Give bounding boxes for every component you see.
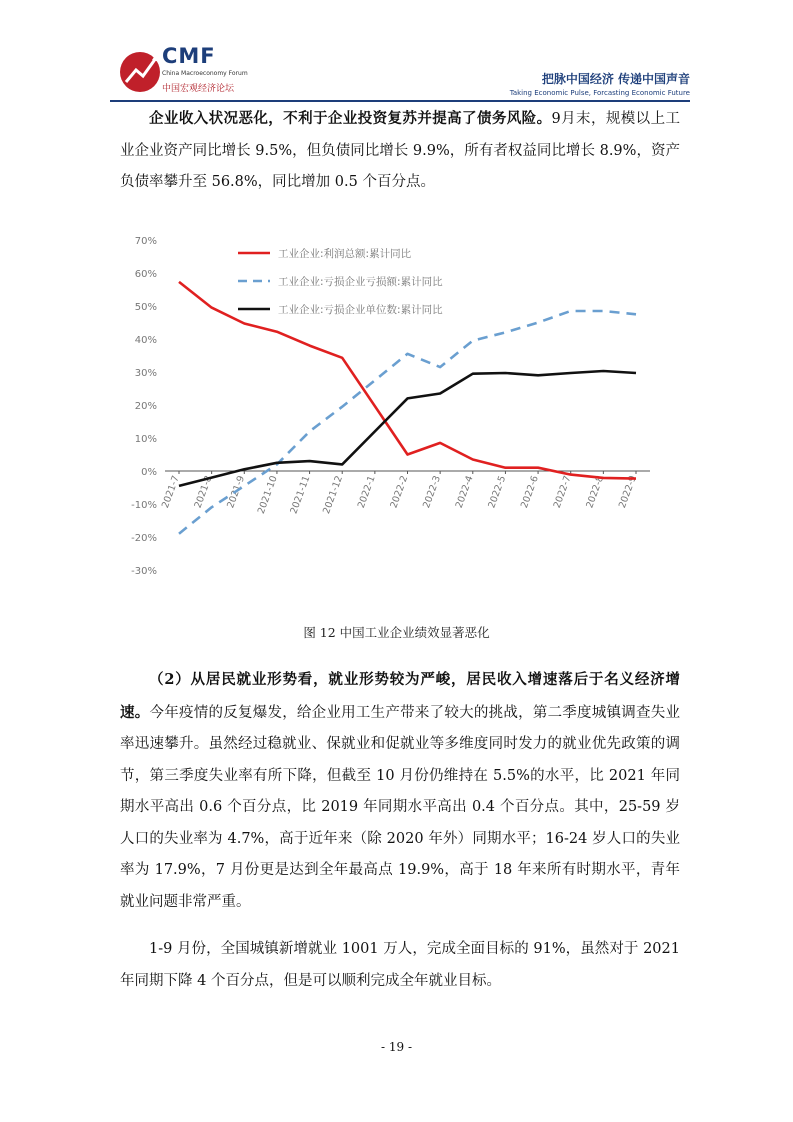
page-number: - 19 - [380, 1040, 412, 1054]
y-tick-label: -10% [131, 500, 157, 511]
logo-chinese: 中国宏观经济论坛 [162, 84, 235, 94]
series-line-2 [179, 311, 636, 534]
legend-label-3: 工业企业:亏损企业单位数:累计同比 [278, 304, 443, 316]
page-header [110, 40, 690, 106]
paragraph-3: 1-9 月份，全国城镇新增就业 1001 万人，完成全面目标的 91%，虽然对于 2021 年同期下降 4 个百分点，但是可以顺利完成全年就业目标。 [120, 941, 680, 989]
slogan-english: Taking Economic Pulse, Forcasting Economic Future [509, 89, 690, 97]
paragraph-1-body: 9月末，规模以上工业企业资产同比增长 9.5%，但负债同比增长 9.9%，所有者权益同比增长 8.9%，资产负债率攀升至 56.8%，同比增加 0.5 个百分点。 [120, 111, 681, 190]
paragraph-2-body: 今年疫情的反复爆发，给企业用工生产带来了较大的挑战，第二季度城镇调查失业率迅速攀升。虽然经过稳就业、保就业和促就业等多维度同时发力的就业优先政策的调节，第三季度失业率有所下降，但截至 10 月份仍维持在 5.5%的水平，比 2021 年同期水平高出 0.6 个百分点，比 2019 年同期水平高出 0.4 个百分点。其中，25-59 岁人口的失业率为 4.7%，高于近年来（除 2020 年外）同期水平；16-24 岁人口的失业率为 17.9%，7 月份更是达到全年最高点 19.9%，高于 18 年来所有时期水平，青年就业问题非常严重。 [120, 704, 681, 910]
x-tick-label: 2022-7 [551, 474, 574, 510]
paragraph-1 [120, 103, 680, 199]
y-tick-label: 10% [134, 434, 157, 445]
y-tick-label: 60% [134, 269, 157, 280]
paragraph-1-lead: 企业收入状况恶化，不利于企业投资复苏并提高了债务风险。 [149, 110, 552, 127]
figure-caption: 图 12 中国工业企业绩效显著恶化 [303, 625, 490, 640]
legend-label-1: 工业企业:利润总额:累计同比 [278, 248, 412, 260]
y-tick-label: 70% [134, 236, 157, 247]
x-tick-label: 2022-6 [519, 474, 541, 510]
y-tick-label: -30% [131, 566, 157, 577]
paragraph-2-lead: （2）从居民就业形势看，就业形势较为严峻，居民收入增速落后于名义经济增速。 [120, 671, 680, 721]
y-tick-label: -20% [131, 533, 157, 544]
x-tick-label: 2022-1 [355, 474, 378, 510]
logo-text: CMF [162, 44, 216, 68]
y-tick-label: 20% [134, 401, 157, 412]
logo-subtitle: China Macroeconomy Forum [162, 70, 248, 77]
x-tick-label: 2021-12 [321, 474, 346, 516]
x-tick-label: 2022-2 [388, 474, 411, 510]
x-tick-label: 2022-4 [453, 474, 476, 510]
x-tick-label: 2021-11 [288, 474, 313, 516]
x-tick-label: 2021-7 [159, 474, 182, 510]
header-slogan [510, 70, 690, 97]
y-tick-label: 0% [141, 467, 157, 478]
y-tick-label: 30% [134, 368, 157, 379]
x-tick-label: 2021-8 [192, 474, 215, 510]
x-tick-label: 2021-10 [255, 474, 280, 516]
legend-label-2: 工业企业:亏损企业亏损额:累计同比 [278, 276, 443, 288]
header-rule [110, 100, 690, 102]
x-tick-label: 2022-5 [486, 474, 509, 510]
y-tick-label: 40% [134, 335, 157, 346]
slogan-chinese: 把脉中国经济 传递中国声音 [541, 72, 690, 86]
chart-svg [120, 225, 680, 585]
x-tick-label: 2022-8 [584, 474, 607, 510]
x-tick-label: 2022-9 [616, 474, 639, 510]
paragraph-2 [120, 664, 680, 918]
x-tick-label: 2021-9 [225, 474, 248, 510]
line-chart [120, 225, 680, 585]
series-line-3 [179, 371, 636, 486]
x-tick-label: 2022-3 [421, 474, 443, 510]
y-tick-label: 50% [134, 302, 157, 313]
